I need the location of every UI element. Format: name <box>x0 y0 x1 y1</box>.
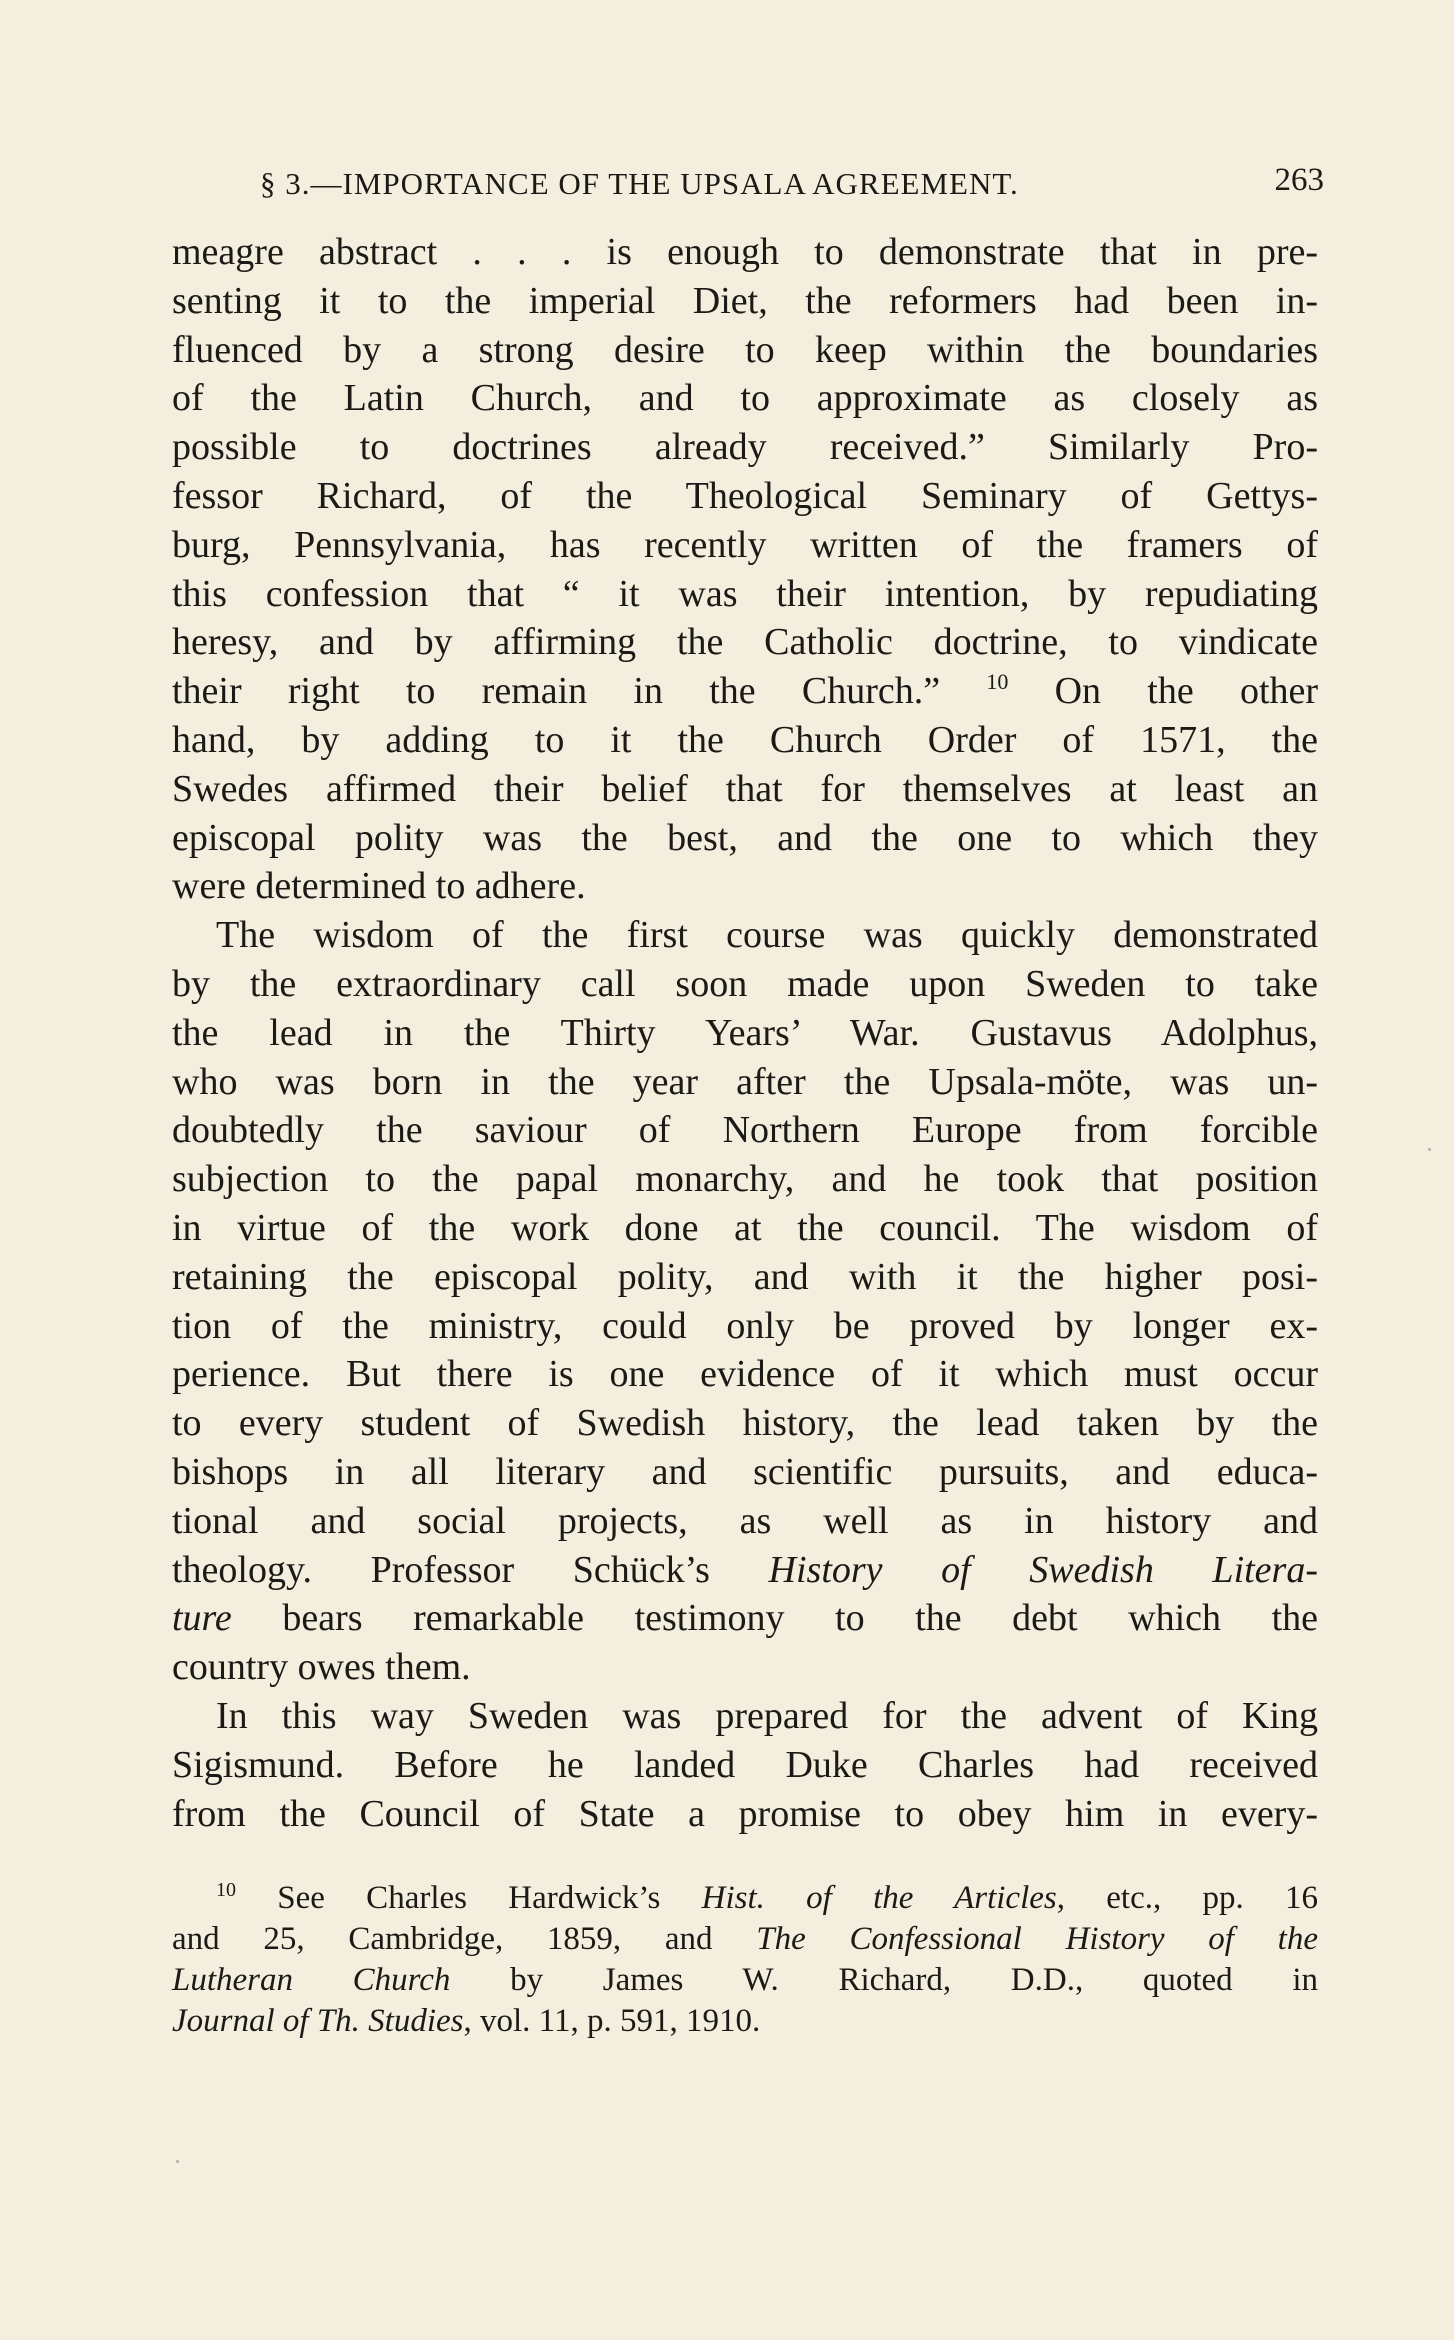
text-line: subjection to the papal monarchy, and he took that position <box>172 1158 1318 1201</box>
text-line: fessor Richard, of the Theological Seminary of Gettys- <box>172 474 1318 517</box>
text-fragment: theology. Professor Schück’s <box>172 1548 769 1591</box>
book-title: Hist. of the Articles <box>701 1880 1057 1917</box>
text-line: of the Latin Church, and to approximate as closely as <box>172 377 1318 420</box>
paper-speck <box>1428 1148 1431 1151</box>
text-line: tion of the ministry, could only be proved by longer ex- <box>172 1304 1318 1347</box>
footnote-line <box>172 1878 1318 1919</box>
text-line: were determined to adhere. <box>172 865 586 908</box>
text-line: senting it to the imperial Diet, the reformers had been in- <box>172 279 1318 322</box>
text-line: country owes them. <box>172 1646 471 1689</box>
text-line: possible to doctrines already received.” Similarly Pro- <box>172 426 1318 469</box>
book-title: History of Swedish Litera- <box>768 1548 1318 1591</box>
text-line: meagre abstract . . . is enough to demonstrate that in pre- <box>172 231 1318 273</box>
text-fragment: On the other <box>1054 670 1318 713</box>
text-line: the lead in the Thirty Years’ War. Gustavus Adolphus, <box>172 1011 1318 1054</box>
text-fragment: See Charles Hardwick’s <box>236 1880 702 1917</box>
text-line: this confession that “ it was their intention, by repudiating <box>172 572 1318 615</box>
body-text <box>172 228 1318 1838</box>
footnote-reference: 10 <box>986 669 1009 695</box>
text-line: perience. But there is one evidence of it which must occur <box>172 1353 1318 1396</box>
footnote-number: 10 <box>216 1879 236 1902</box>
text-line: tional and social projects, as well as in history and <box>172 1499 1318 1542</box>
text-line: to every student of Swedish history, the lead taken by the <box>172 1402 1318 1445</box>
text-fragment: by James W. Richard, D.D., quoted in <box>450 1962 1318 1999</box>
footnote-line <box>172 2001 1318 2042</box>
text-line: burg, Pennsylvania, has recently written of the framers of <box>172 523 1318 566</box>
book-title: Lutheran Church <box>172 1962 451 1999</box>
text-line: Sigismund. Before he landed Duke Charles had received <box>172 1743 1318 1786</box>
text-fragment: and 25, Cambridge, 1859, and <box>172 1921 757 1958</box>
text-line: hand, by adding to it the Church Order of 1571, the <box>172 718 1318 761</box>
text-fragment: bears remarkable testimony to the debt which the <box>231 1597 1318 1640</box>
text-line: In this way Sweden was prepared for the advent of King <box>216 1694 1318 1737</box>
footnote-line <box>172 1919 1318 1960</box>
text-line: fluenced by a strong desire to keep within the boundaries <box>172 328 1318 371</box>
text-line <box>172 667 1318 716</box>
text-line: heresy, and by affirming the Catholic doctrine, to vindicate <box>172 621 1318 664</box>
text-fragment: , vol. 11, p. 591, 1910. <box>463 2003 761 2040</box>
running-title: § 3.—IMPORTANCE OF THE UPSALA AGREEMENT. <box>260 166 1019 201</box>
text-line <box>172 1546 1318 1595</box>
text-line: who was born in the year after the Upsala-möte, was un- <box>172 1060 1318 1103</box>
text-line: episcopal polity was the best, and the one to which they <box>172 816 1318 859</box>
text-line: in virtue of the work done at the council. The wisdom of <box>172 1206 1318 1249</box>
text-line: retaining the episcopal polity, and with it the higher posi- <box>172 1255 1318 1298</box>
text-line: bishops in all literary and scientific pursuits, and educa- <box>172 1450 1318 1493</box>
text-line: by the extraordinary call soon made upon Sweden to take <box>172 962 1318 1005</box>
book-title: The Confessional History of the <box>756 1921 1318 1958</box>
page-number: 263 <box>1274 162 1324 198</box>
text-line: Swedes affirmed their belief that for themselves at least an <box>172 767 1318 810</box>
text-fragment: their right to remain in the Church.” <box>172 670 941 713</box>
text-fragment: , etc., pp. 16 <box>1056 1880 1318 1917</box>
journal-title: Journal of Th. Studies <box>172 2003 464 2040</box>
text-line: from the Council of State a promise to obey him in every- <box>172 1792 1318 1835</box>
text-line: The wisdom of the first course was quickly demonstrated <box>216 914 1318 957</box>
running-head <box>260 160 1324 208</box>
book-title: ture <box>172 1597 232 1640</box>
book-page <box>172 160 1324 2042</box>
text-line <box>172 1594 1318 1643</box>
footnotes <box>172 1878 1318 2042</box>
text-line: doubtedly the saviour of Northern Europe from forcible <box>172 1109 1318 1152</box>
paper-speck <box>176 2160 179 2163</box>
footnote-line <box>172 1960 1318 2001</box>
